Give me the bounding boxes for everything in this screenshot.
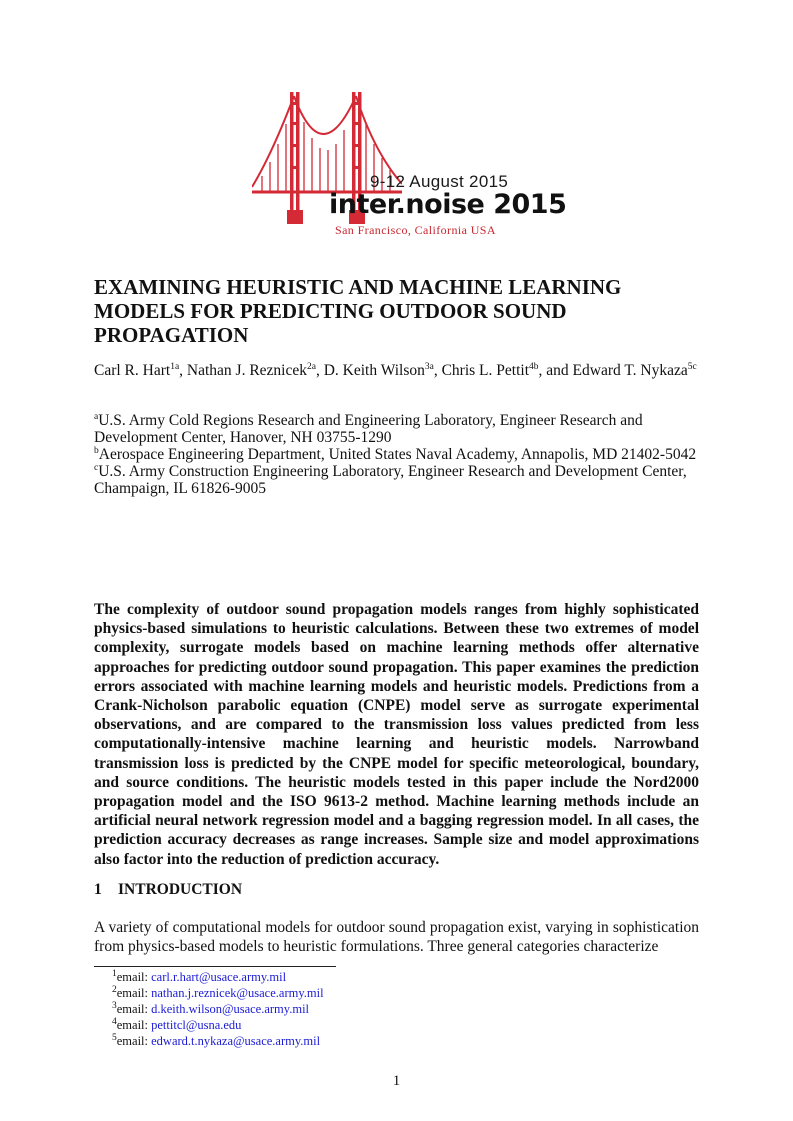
footnote-list bbox=[112, 969, 324, 1049]
conference-date: 9-12 August 2015 bbox=[370, 172, 509, 191]
email-link[interactable]: nathan.j.reznicek@usace.army.mil bbox=[151, 986, 324, 1000]
affiliation-list bbox=[94, 412, 704, 497]
footnote: $^1$email: carl.r.hart@usace.army.mil bbox=[112, 968, 287, 984]
section-heading bbox=[94, 881, 242, 899]
section-number: 1 bbox=[94, 881, 102, 898]
footnote: $^3$email: d.keith.wilson@usace.army.mil bbox=[112, 1000, 310, 1016]
footnote: $^2$email: nathan.j.reznicek@usace.army.mil bbox=[112, 984, 324, 1000]
author: Chris L. Pettit$^{4b}$, and bbox=[441, 361, 573, 379]
email-link[interactable]: pettitcl@usna.edu bbox=[151, 1018, 242, 1032]
email-link[interactable]: edward.t.nykaza@usace.army.mil bbox=[151, 1034, 321, 1048]
email-link[interactable]: carl.r.hart@usace.army.mil bbox=[151, 970, 287, 984]
abstract: The complexity of outdoor sound propagation models ranges from highly sophisticated physics-based simulations to heuristic calculations. Between these two extremes of model complexity, surrogate models based on machine learning methods offer alternative approaches for predicting outdoor sound propagation. This paper examines the prediction errors associated with machine learning models and heuristic models. Predictions from a Crank-Nicholson parabolic equation (CNPE) model serve as surrogate experimental observations, and are compared to the transmission loss values predicted from less computationally-intensive machine learning and heuristic models. Narrowband transmission loss is predicted by the CNPE model for specific meteorological, boundary, and source conditions. The heuristic models tested in this paper include the Nord2000 propagation model and the ISO 9613-2 method. Machine learning methods include an artificial neural network regression model and a bagging regression model. In all cases, the prediction accuracy decreases as range increases. Sample size and model approximations also factor into the reduction of prediction accuracy. bbox=[94, 601, 699, 868]
footnote-divider bbox=[94, 966, 336, 967]
affiliation: $^c$U.S. Army Construction Engineering Laboratory, Engineer Research and Development Center, Champaign, IL 61826-9005 bbox=[94, 462, 687, 497]
conference-location: San Francisco, California USA bbox=[335, 223, 496, 237]
footnote: $^4$email: pettitcl@usna.edu bbox=[112, 1016, 242, 1032]
author: Carl R. Hart$^{1a}$, bbox=[94, 361, 187, 379]
email-link[interactable]: d.keith.wilson@usace.army.mil bbox=[151, 1002, 310, 1016]
author-list bbox=[94, 362, 704, 380]
author: Edward T. Nykaza$^{5c}$ bbox=[572, 361, 697, 379]
conference-name: inter.noise 2015 bbox=[329, 189, 567, 220]
affiliation: $^b$Aerospace Engineering Department, United States Naval Academy, Annapolis, MD 21402-5042 bbox=[94, 445, 697, 463]
page-number: 1 bbox=[392, 1073, 401, 1089]
section-title: INTRODUCTION bbox=[118, 881, 243, 898]
author: Nathan J. Reznicek$^{2a}$, bbox=[186, 361, 324, 379]
affiliation: $^a$U.S. Army Cold Regions Research and Engineering Laboratory, Engineer Research and Development Center, Hanover, NH 03755-1290 bbox=[94, 411, 643, 446]
paper-title: EXAMINING HEURISTIC AND MACHINE LEARNING MODELS FOR PREDICTING OUTDOOR SOUND PROPAGATION bbox=[94, 275, 622, 347]
footnote: $^5$email: edward.t.nykaza@usace.army.mil bbox=[112, 1032, 321, 1048]
intro-paragraph: A variety of computational models for outdoor sound propagation exist, varying in sophistication from physics-based models to heuristic formulations. Three general categories characterize bbox=[94, 919, 699, 955]
author: D. Keith Wilson$^{3a}$, bbox=[323, 361, 442, 379]
conference-logo bbox=[252, 92, 567, 242]
